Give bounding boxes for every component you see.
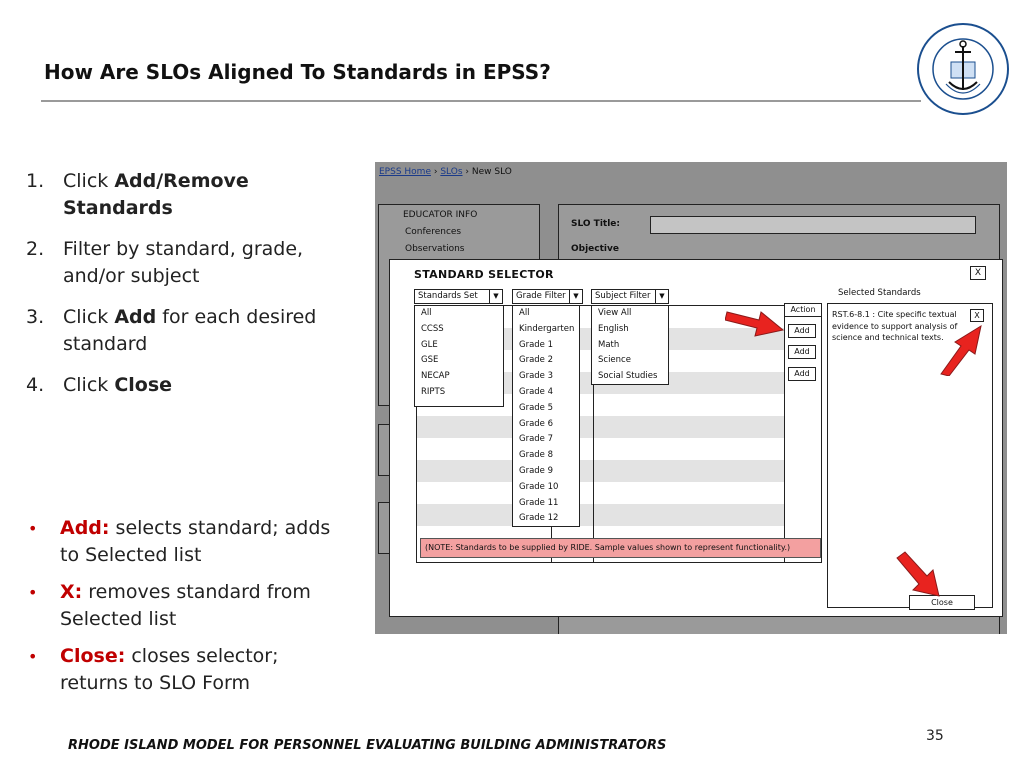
option-item[interactable]: Grade 1 xyxy=(519,339,554,350)
option-item[interactable]: GLE xyxy=(421,339,438,350)
slo-title-label: SLO Title: xyxy=(571,219,620,229)
option-item[interactable]: Grade 7 xyxy=(519,434,554,445)
red-arrow-icon xyxy=(935,322,985,376)
bullet-x: • X: removes standard from Selected list xyxy=(26,579,346,633)
bullet-close: • Close: closes selector; returns to SLO Form xyxy=(26,643,346,697)
breadcrumb-current: New SLO xyxy=(471,167,512,177)
option-item[interactable]: CCSS xyxy=(421,323,444,334)
title-divider xyxy=(41,100,921,102)
option-item[interactable]: English xyxy=(598,323,629,334)
option-item[interactable]: RIPTS xyxy=(421,386,446,397)
action-header: Action xyxy=(785,304,821,317)
option-item[interactable]: Grade 11 xyxy=(519,497,559,508)
step-4: 4. Click Close xyxy=(26,374,173,396)
selected-standard-item: RST.6-8.1 : Cite specific textual evidence to support analysis of science and technical texts. xyxy=(832,310,958,342)
chevron-down-icon: ▼ xyxy=(489,290,502,303)
red-arrow-icon xyxy=(725,302,785,338)
option-item[interactable]: View All xyxy=(598,308,632,318)
epss-screenshot xyxy=(375,162,1007,634)
subject-filter-options xyxy=(591,305,669,385)
option-item[interactable]: Social Studies xyxy=(598,371,658,382)
add-button[interactable]: Add xyxy=(788,367,816,381)
sidebar-item-observations[interactable]: Observations xyxy=(405,244,465,254)
breadcrumb: EPSS Home › SLOs › New SLO xyxy=(379,167,512,177)
option-item[interactable]: Grade 9 xyxy=(519,465,554,476)
modal-close-button[interactable]: X xyxy=(970,266,986,280)
option-item[interactable]: Grade 6 xyxy=(519,418,554,429)
remove-standard-button[interactable]: X xyxy=(970,309,984,322)
bullet-dot-icon: • xyxy=(28,519,38,538)
option-item[interactable]: Grade 3 xyxy=(519,371,554,382)
step-2: 2. Filter by standard, grade, and/or subject xyxy=(26,238,304,287)
chevron-down-icon: ▼ xyxy=(655,290,668,303)
grade-filter-dropdown[interactable]: Grade Filter ▼ xyxy=(512,289,583,304)
ri-board-of-regents-seal xyxy=(916,22,1010,116)
slo-title-input[interactable] xyxy=(650,216,976,234)
add-button[interactable]: Add xyxy=(788,345,816,359)
standards-set-dropdown[interactable]: Standards Set ▼ xyxy=(414,289,503,304)
option-item[interactable]: Grade 12 xyxy=(519,513,559,524)
slide-footer: RHODE ISLAND MODEL FOR PERSONNEL EVALUATING BUILDING ADMINISTRATORS xyxy=(68,738,667,753)
option-item[interactable]: Grade 5 xyxy=(519,402,554,413)
option-item[interactable]: Grade 2 xyxy=(519,355,554,366)
bullet-dot-icon: • xyxy=(28,583,38,602)
objective-label: Objective xyxy=(571,244,619,254)
bullet-dot-icon: • xyxy=(28,647,38,666)
legend-bullets xyxy=(26,515,346,707)
slide-title: How Are SLOs Aligned To Standards in EPSS? xyxy=(44,60,551,84)
standards-set-options xyxy=(414,305,504,407)
add-button[interactable]: Add xyxy=(788,324,816,338)
option-item[interactable]: All xyxy=(519,308,530,318)
modal-title: STANDARD SELECTOR xyxy=(414,268,554,281)
option-item[interactable]: All xyxy=(421,308,432,318)
option-item[interactable]: GSE xyxy=(421,355,439,366)
page-number: 35 xyxy=(926,728,944,744)
option-item[interactable]: Math xyxy=(598,339,620,350)
option-item[interactable]: NECAP xyxy=(421,371,450,382)
chevron-down-icon: ▼ xyxy=(569,290,582,303)
option-item[interactable]: Grade 8 xyxy=(519,450,554,461)
instruction-steps xyxy=(26,168,356,413)
step-1: 1. Click Add/Remove Standards xyxy=(26,170,249,219)
note-banner: (NOTE: Standards to be supplied by RIDE. Sample values shown to represent functionality.) xyxy=(420,538,821,558)
action-column xyxy=(784,303,822,563)
red-arrow-icon xyxy=(893,550,943,598)
selected-standards-label: Selected Standards xyxy=(838,288,921,298)
option-item[interactable]: Science xyxy=(598,355,631,366)
breadcrumb-home-link[interactable]: EPSS Home xyxy=(379,167,431,177)
option-item[interactable]: Kindergarten xyxy=(519,323,575,334)
grade-filter-options xyxy=(512,305,580,527)
option-item[interactable]: Grade 10 xyxy=(519,481,559,492)
option-item[interactable]: Grade 4 xyxy=(519,386,554,397)
sidebar-header[interactable]: EDUCATOR INFO xyxy=(403,210,478,220)
breadcrumb-slos-link[interactable]: SLOs xyxy=(440,167,463,177)
close-button[interactable]: Close xyxy=(909,595,975,610)
subject-filter-dropdown[interactable]: Subject Filter ▼ xyxy=(591,289,669,304)
step-3: 3. Click Add for each desired standard xyxy=(26,306,317,355)
sidebar-item-conferences[interactable]: Conferences xyxy=(405,227,462,237)
bullet-add: • Add: selects standard; adds to Selected list xyxy=(26,515,346,569)
